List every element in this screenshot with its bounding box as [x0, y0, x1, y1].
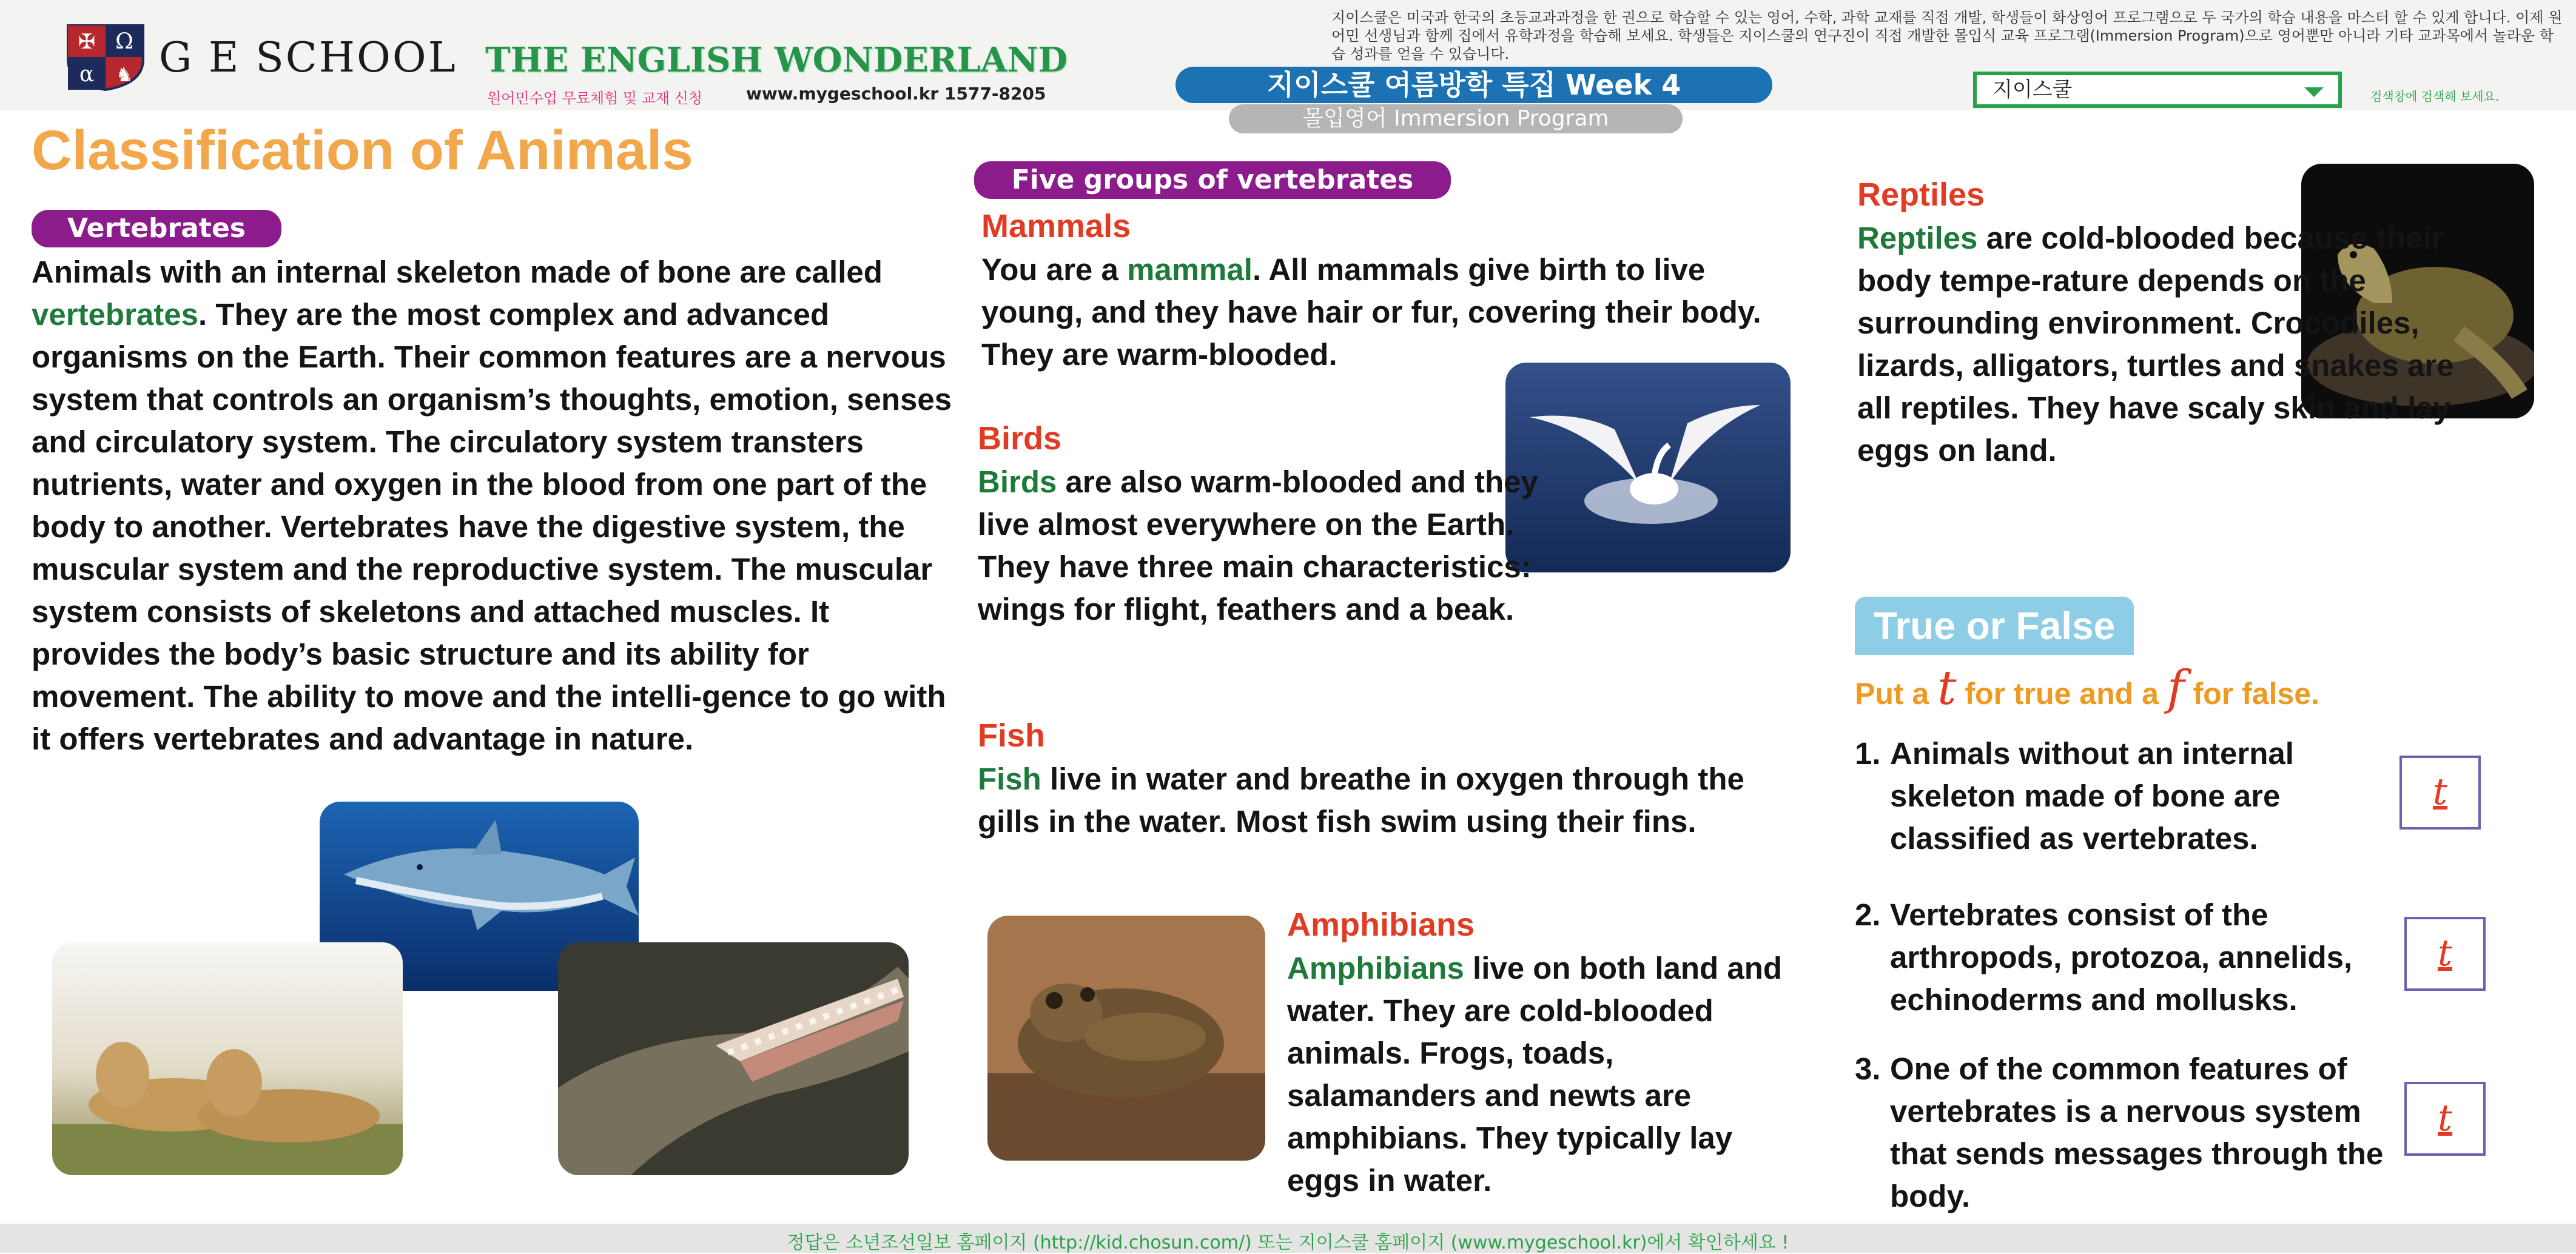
search-hint: 검색창에 검색해 보세요. [2370, 89, 2500, 104]
lions-photo [52, 942, 403, 1175]
false-mark: f [2167, 661, 2185, 716]
amphibians-rest: live on both land and water. They are cold-blooded animals. Frogs, toads, salamanders and newts are amphibians. They typically lay eggs in water. [1287, 951, 1783, 1198]
toad-photo [987, 916, 1265, 1161]
answer-box[interactable]: t [2404, 917, 2486, 991]
fish-heading: Fish [978, 717, 1046, 754]
reptiles-term: Reptiles [1857, 221, 1978, 255]
mammals-heading: Mammals [981, 208, 1131, 244]
week-banner: 지이스쿨 여름방학 특집 Week 4 [1175, 67, 1772, 103]
svg-text:♞: ♞ [115, 63, 133, 86]
amphibians-term: Amphibians [1287, 951, 1464, 985]
answer-box[interactable]: t [2399, 756, 2481, 830]
mammals-lead: You are a [981, 252, 1127, 287]
amphibians-paragraph [1287, 947, 1809, 1202]
answer-box[interactable]: t [2404, 1082, 2486, 1156]
true-mark: t [1937, 661, 1957, 716]
fish-rest: live in water and breathe in oxygen through the gills in the water. Most fish swim using their fins. [978, 762, 1744, 839]
question-number: 2. [1855, 897, 1881, 932]
question-number: 3. [1855, 1051, 1881, 1086]
five-groups-pill: Five groups of vertebrates [974, 161, 1451, 199]
search-select-value: 지이스쿨 [1993, 78, 2073, 102]
question-text: Vertebrates consist of the arthropods, protozoa, annelids, echinoderms and mollusks. [1890, 897, 2353, 1017]
amphibians-heading: Amphibians [1287, 907, 1475, 943]
reptiles-paragraph [1857, 217, 2494, 472]
immersion-banner: 몰입영어 Immersion Program [1229, 104, 1683, 133]
true-or-false-tab: True or False [1855, 597, 2134, 655]
question-text: One of the common features of vertebrates is a nervous system that sends messages through the body. [1890, 1051, 2384, 1213]
svg-text:✠: ✠ [78, 30, 96, 54]
reptiles-heading: Reptiles [1857, 176, 1985, 213]
quiz-instruction-a: Put a [1855, 677, 1938, 711]
footer-text: 정답은 소년조선일보 홈페이지 (http://kid.chosun.com/) 또는 지이스쿨 홈페이지 (www.mygeschool.kr)에서 확인하세요 ! [787, 1232, 1789, 1253]
school-crest-logo [66, 23, 146, 91]
vertebrates-rest: . They are the most complex and advanced organisms on the Earth. Their common features are a nervous system that controls an organism’s thoughts, emotion, senses and circulatory system. The circulatory system transters nutrients, water and oxygen in the blood from one part of the body to another. Vertebrates have the digestive system, the muscular system and the reproductive system. The muscular system consists of skeletons and attached muscles. It provides the body’s basic structure and its ability for movement. The ability to move and the intelli-gence to go with it offers vertebrates and advantage in nature. [32, 297, 952, 756]
free-class-link[interactable]: 원어민수업 무료체험 및 교재 신청 [487, 90, 703, 107]
vertebrates-lead: Animals with an internal skeleton made of bone are called [32, 255, 883, 289]
question-text: Animals without an internal skeleton made of bone are classified as vertebrates. [1890, 736, 2294, 856]
svg-text:Ω: Ω [115, 29, 133, 54]
fish-paragraph [978, 758, 1766, 843]
mammals-term: mammal [1126, 252, 1253, 287]
crocodile-photo [558, 942, 909, 1175]
question-number: 1. [1855, 736, 1881, 771]
vertebrates-term: vertebrates [32, 297, 198, 332]
fish-term: Fish [978, 762, 1041, 796]
program-title: THE ENGLISH WONDERLAND [485, 40, 1068, 80]
search-select[interactable] [1973, 72, 2342, 108]
birds-rest: are also warm-blooded and they live almost everywhere on the Earth. They have three main characteristics: wings for flight, feathers and a beak. [978, 464, 1538, 626]
birds-term: Birds [978, 464, 1057, 499]
quiz-instruction-b: for true and a [1956, 677, 2167, 711]
page-title: Classification of Animals [32, 119, 693, 181]
quiz-instruction [1855, 661, 2319, 716]
quiz-instruction-c: for false. [2184, 677, 2319, 711]
school-name: G E SCHOOL [159, 34, 457, 82]
mammals-paragraph [981, 249, 1782, 376]
birds-heading: Birds [978, 420, 1062, 457]
site-and-phone: www.mygeschool.kr 1577-8205 [746, 84, 1046, 104]
reptiles-rest: are cold-blooded because their body tempe-rature depends on the surrounding environment. Crocodiles, lizards, alligators, turtles and snakes are all reptiles. They have scaly skin and lay eggs on land. [1857, 221, 2454, 468]
birds-paragraph [978, 461, 1572, 631]
mammals-rest: . All mammals give birth to live young, and they have hair or fur, covering their body. They are warm-blooded. [981, 252, 1761, 372]
intro-text: 지이스쿨은 미국과 한국의 초등교과과정을 한 권으로 학습할 수 있는 영어, 수학, 과학 교재를 직접 개발, 학생들이 화상영어 프로그램으로 두 국가의 학습 내용을 마스터 할 수 있게 합니다. 이제 원어민 선생님과 함께 집에서 유학과정을 학습해 보세요. 학생들은 지이스쿨의 연구진이 직접 개발한 몰입식 교육 프로그램(Immersion Program)으로 영어뿐만 아니라 기타 교과목에서 놀라운 학습 성과를 얻을 수 있습니다. [1331, 9, 2563, 62]
vertebrates-pill: Vertebrates [32, 210, 281, 247]
svg-text:α: α [79, 62, 95, 87]
chevron-down-icon[interactable] [2304, 87, 2324, 97]
vertebrates-paragraph [32, 251, 953, 760]
